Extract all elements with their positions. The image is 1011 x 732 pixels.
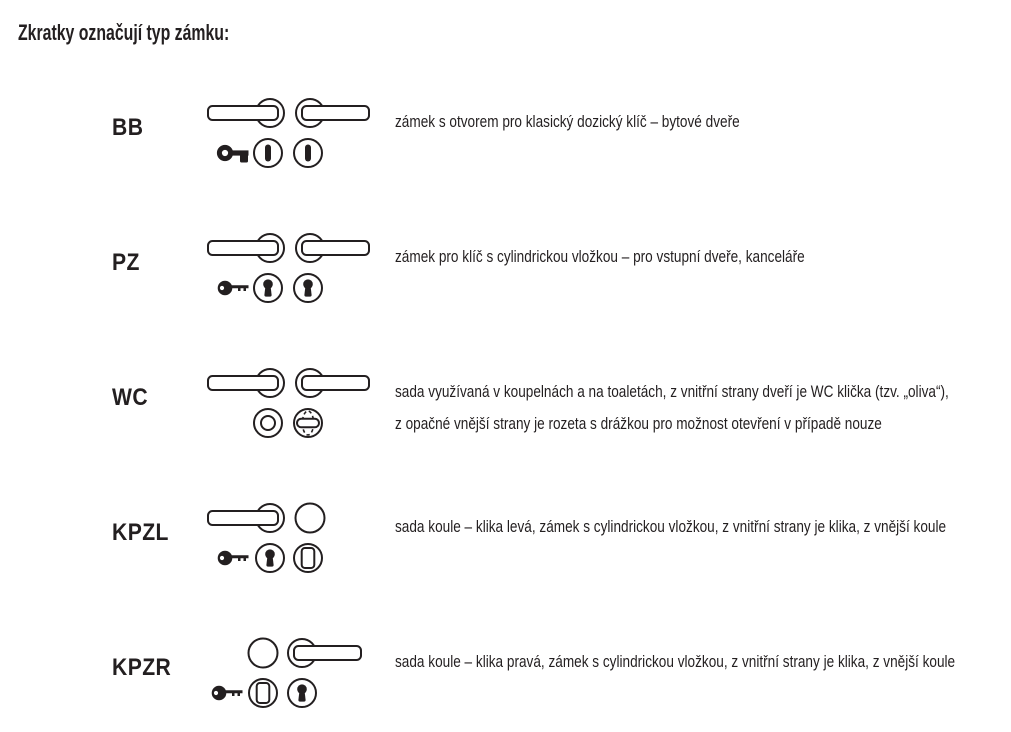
lock-type-description bbox=[395, 241, 907, 273]
page-title: Zkratky označují typ zámku: bbox=[18, 20, 230, 45]
lever-handle-left-icon bbox=[208, 369, 284, 397]
description-line: sada koule – klika pravá, zámek s cylindrickou vložkou, z vnitřní strany je klika, z vnější koule bbox=[395, 652, 956, 671]
description-line: zámek s otvorem pro klasický dozický klíč – bytové dveře bbox=[395, 112, 740, 131]
rosette-wc-oliva-icon bbox=[294, 409, 322, 437]
lock-configuration-icons bbox=[200, 367, 375, 443]
lock-type-description bbox=[395, 646, 1011, 678]
key-modern-icon bbox=[218, 551, 249, 566]
rosette-keyhole-cylinder-icon bbox=[288, 679, 316, 707]
legend-row-bb bbox=[0, 95, 1011, 187]
lever-handle-right-icon bbox=[296, 99, 369, 127]
lock-type-description bbox=[395, 376, 1011, 440]
lever-handle-right-icon bbox=[296, 234, 369, 262]
lever-handle-right-icon bbox=[288, 639, 361, 667]
rosette-blind-icon bbox=[294, 544, 322, 572]
lock-type-abbreviation: PZ bbox=[112, 249, 140, 276]
lever-handle-right-icon bbox=[296, 369, 369, 397]
lock-type-abbreviation: KPZR bbox=[112, 654, 172, 681]
lock-type-abbreviation: BB bbox=[112, 114, 144, 141]
lock-configuration-icons bbox=[200, 502, 375, 578]
legend-row-kpzl bbox=[0, 500, 1011, 592]
lock-type-description bbox=[395, 106, 826, 138]
legend-row-kpzr bbox=[0, 635, 1011, 727]
lock-type-abbreviation: KPZL bbox=[112, 519, 169, 546]
lock-configuration-icons bbox=[200, 97, 375, 173]
rosette-blind-icon bbox=[249, 679, 277, 707]
key-modern-icon bbox=[212, 686, 243, 701]
rosette-keyhole-cylinder-icon bbox=[294, 274, 322, 302]
legend-row-wc bbox=[0, 365, 1011, 457]
rosette-keyhole-classic-icon bbox=[254, 139, 282, 167]
description-line: zámek pro klíč s cylindrickou vložkou – pro vstupní dveře, kanceláře bbox=[395, 247, 805, 266]
lock-configuration-icons bbox=[200, 637, 375, 713]
rosette-keyhole-classic-icon bbox=[294, 139, 322, 167]
rosette-groove-icon bbox=[254, 409, 282, 437]
key-modern-icon bbox=[218, 281, 249, 296]
description-line: z opačné vnější strany je rozeta s drážkou pro možnost otevření v případě nouze bbox=[395, 414, 882, 433]
legend-row-pz bbox=[0, 230, 1011, 322]
description-line: sada využívaná v koupelnách a na toaletách, z vnitřní strany dveří je WC klička (tzv. „oliva“), bbox=[395, 382, 949, 401]
knob-icon bbox=[296, 504, 325, 533]
lever-handle-left-icon bbox=[208, 234, 284, 262]
lever-handle-left-icon bbox=[208, 504, 284, 532]
key-classic-icon bbox=[219, 147, 248, 162]
lock-type-description bbox=[395, 511, 1011, 543]
description-line: sada koule – klika levá, zámek s cylindrickou vložkou, z vnitřní strany je klika, z vnější koule bbox=[395, 517, 947, 536]
knob-icon bbox=[249, 639, 278, 668]
rosette-keyhole-cylinder-icon bbox=[256, 544, 284, 572]
lock-type-abbreviation: WC bbox=[112, 384, 149, 411]
rosette-keyhole-cylinder-icon bbox=[254, 274, 282, 302]
lock-configuration-icons bbox=[200, 232, 375, 308]
lever-handle-left-icon bbox=[208, 99, 284, 127]
